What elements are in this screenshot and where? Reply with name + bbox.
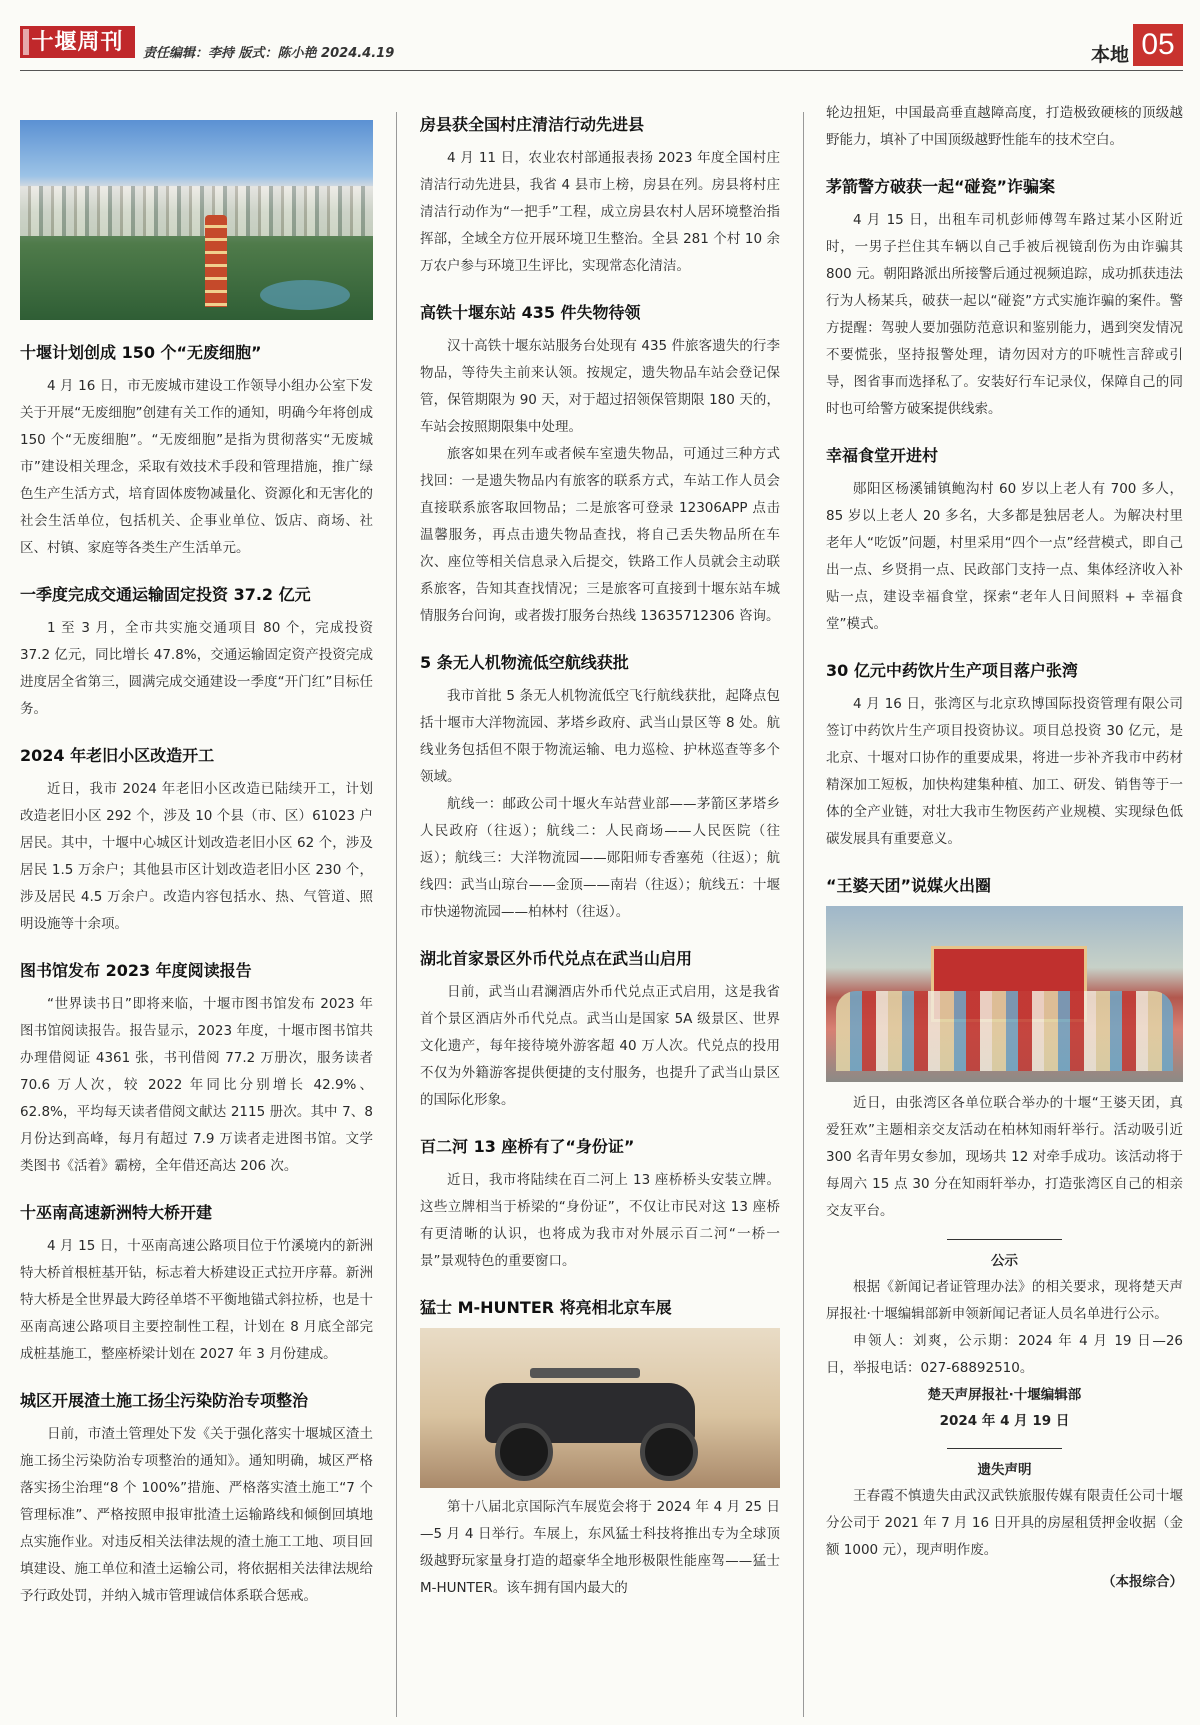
article-title: 十巫南高速新洲特大桥开建	[20, 1203, 213, 1222]
column-3	[826, 78, 1183, 1590]
article-body: 近日，我市将陆续在百二河上 13 座桥桥头安装立牌。这些立牌相当于桥梁的“身份证”，不仅让市民对这 13 座桥有更清晰的认识，也将成为我市对外展示百二河“一桥一景”景观特色的重要窗口。	[420, 1172, 780, 1269]
article-body: 近日，我市 2024 年老旧小区改造已陆续开工，计划改造老旧小区 292 个，涉及 10 个县（市、区）61023 户居民。其中，十堰中心城区计划改造老旧小区 62 个，涉及居民 1.5 万余户；其他县市区计划改造老旧小区 230 个，涉及居民 4.5 万余户。改造内容包括水、热、气管道、照明设施等十余项。	[20, 781, 373, 932]
column-divider	[803, 112, 804, 1717]
editor-credits: 责任编辑：李持 版式：陈小艳 2024.4.19	[143, 46, 395, 61]
notice-date: 2024 年 4 月 19 日	[939, 1413, 1070, 1429]
notice-org: 楚天声屏报社·十堰编辑部	[927, 1387, 1082, 1403]
source-note: （本报综合）	[1102, 1574, 1183, 1590]
article-body: 第十八届北京国际汽车展览会将于 2024 年 4 月 25 日—5 月 4 日举行。车展上，东风猛士科技将推出专为全球顶级越野玩家量身打造的超豪华全地形极限性能座驾——猛士 M-HUNTER。该车拥有国内最大的	[420, 1499, 780, 1596]
article-body: 4 月 16 日，市无废城市建设工作领导小组办公室下发关于开展“无废细胞”创建有关工作的通知，明确今年将创成 150 个“无废细胞”。“无废细胞”是指为贯彻落实“无废城市”建设相关理念，采取有效技术手段和管理措施，推广绿色生产生活方式，培育固体废物减量化、资源化和无害化的社会生活单位，包括机关、企事业单位、饭店、商场、社区、村镇、家庭等各类生产生活单元。	[20, 378, 373, 556]
article-title: 一季度完成交通运输固定投资 37.2 亿元	[20, 585, 311, 604]
article-body: 郧阳区杨溪铺镇鲍沟村 60 岁以上老人有 700 多人，85 岁以上老人 20 多名，大多都是独居老人。为解决村里老年人“吃饭”问题，村里采用“四个一点”经营模式，即自己出一点、乡贤捐一点、民政部门支持一点、集体经济收入补贴一点，建设幸福食堂，探索“老年人日间照料 + 幸福食堂”模式。	[826, 481, 1183, 632]
section-name: 本地	[1090, 44, 1129, 66]
article-title: 5 条无人机物流低空航线获批	[420, 653, 629, 672]
page-number: 05	[1133, 24, 1183, 66]
article-body: 4 月 15 日，出租车司机彭师傅驾车路过某小区附近时，一男子拦住其车辆以自己手被后视镜刮伤为由诈骗其 800 元。朝阳路派出所接警后通过视频追踪，成功抓获违法行为人杨某兵，破获一起以“碰瓷”方式实施诈骗的案件。警方提醒：驾驶人要加强防范意识和鉴别能力，遇到突发情况不要慌张，坚持报警处理，请勿因对方的吓唬性言辞或引导，图省事而选择私了。安装好行车记录仪，保障自己的同时也可给警方破案提供线索。	[826, 212, 1183, 417]
article-body: 我市首批 5 条无人机物流低空飞行航线获批，起降点包括十堰市大洋物流园、茅塔乡政府、武当山景区等 8 处。航线业务包括但不限于物流运输、电力巡检、护林巡查等多个领域。	[420, 688, 780, 785]
column-2	[420, 78, 780, 1602]
notice-title: 公示	[991, 1253, 1018, 1269]
masthead-logo: 十堰周刊	[20, 26, 135, 58]
article-body: 4 月 16 日，张湾区与北京玖博国际投资管理有限公司签订中药饮片生产项目投资协议。项目总投资 30 亿元，是北京、十堰对口协作的重要成果，将进一步补齐我市中药材精深加工短板，加快构建集种植、加工、研发、销售等于一体的全产业链，对壮大我市生物医药产业规模、实现绿色低碳发展具有重要意义。	[826, 696, 1183, 847]
article-title: 图书馆发布 2023 年度阅读报告	[20, 961, 252, 980]
article-title: 百二河 13 座桥有了“身份证”	[420, 1137, 635, 1156]
article-title: 房县获全国村庄清洁行动先进县	[420, 115, 645, 134]
m-hunter-car-photo	[420, 1328, 780, 1488]
article-body: 4 月 15 日，十巫南高速公路项目位于竹溪境内的新洲特大桥首根桩基开钻，标志着大桥建设正式拉开序幕。新洲特大桥是全世界最大跨径单塔不平衡地锚式斜拉桥，也是十巫南高速公路项目主要控制性工程，计划在 8 月底全部完成桩基施工，整座桥梁计划在 2027 年 3 月份建成。	[20, 1238, 373, 1362]
page-header	[20, 22, 1183, 71]
article-body: 日前，武当山君澜酒店外币代兑点正式启用，这是我省首个景区酒店外币代兑点。武当山是国家 5A 级景区、世界文化遗产，每年接待境外游客超 40 万人次。代兑点的投用不仅为外籍游客提供便捷的支付服务，也提升了武当山景区的国际化形象。	[420, 984, 780, 1108]
article-title: 猛士 M-HUNTER 将亮相北京车展	[420, 1298, 672, 1317]
notice-divider	[947, 1239, 1062, 1240]
column-1	[20, 78, 373, 1610]
pagoda-icon	[205, 215, 227, 307]
lost-notice-body: 王春霞不慎遗失由武汉武铁旅服传媒有限责任公司十堰分公司于 2021 年 7 月 16 日开具的房屋租赁押金收据（金额 1000 元），现声明作废。	[826, 1488, 1183, 1558]
article-body: 4 月 11 日，农业农村部通报表扬 2023 年度全国村庄清洁行动先进县，我省 4 县市上榜，房县在列。房县将村庄清洁行动作为“一把手”工程，成立房县农村人居环境整治指挥部，全域全方位开展环境卫生整治。全县 281 个村 10 余万农户参与环境卫生评比，实现常态化清洁。	[420, 150, 780, 274]
article-body: 汉十高铁十堰东站服务台处现有 435 件旅客遗失的行李物品，等待失主前来认领。按规定，遗失物品车站会登记保管，保管期限为 90 天，对于超过招领保管期限 180 天的，车站会按照期限集中处理。	[420, 338, 780, 435]
matchmaking-event-photo	[826, 906, 1183, 1082]
notice-body: 根据《新闻记者证管理办法》的相关要求，现将楚天声屏报社·十堰编辑部新申领新闻记者证人员名单进行公示。	[826, 1279, 1183, 1322]
article-body-continued: 轮边扭矩，中国最高垂直越障高度，打造极致硬核的顶级越野能力，填补了中国顶级越野性能车的技术空白。	[826, 105, 1183, 148]
lost-notice-title: 遗失声明	[977, 1462, 1032, 1478]
article-title: “王婆天团”说媒火出圈	[826, 876, 992, 895]
article-body: 旅客如果在列车或者候车室遗失物品，可通过三种方式找回：一是遗失物品内有旅客的联系方式，车站工作人员会直接联系旅客取回物品；二是旅客可登录 12306APP 点击温馨服务，再点击遗失物品查找，将自己丢失物品所在车次、座位等相关信息录入后提交，铁路工作人员就会主动联系旅客，告知其查找情况；三是旅客可直接到十堰东站车城情服务台问询，或者拨打服务台热线 13635712306 咨询。	[420, 446, 780, 624]
city-aerial-photo	[20, 120, 373, 320]
notice-divider	[947, 1448, 1062, 1449]
article-title: 城区开展渣土施工扬尘污染防治专项整治	[20, 1391, 309, 1410]
notice-body: 申领人：刘爽，公示期：2024 年 4 月 19 日—26 日，举报电话：027-68892510。	[826, 1333, 1183, 1376]
article-body: “世界读书日”即将来临，十堰市图书馆发布 2023 年图书馆阅读报告。报告显示，2023 年度，十堰市图书馆共办理借阅证 4361 张，书刊借阅 77.2 万册次，服务读者 70.6 万人次，较 2022 年同比分别增长 42.9%、62.8%，平均每天读者借阅文献达 2115 册次。其中 7、8 月份达到高峰，每月有超过 7.9 万读者走进图书馆。文学类图书《活着》霸榜，全年借还高达 206 次。	[20, 996, 373, 1174]
article-title: 高铁十堰东站 435 件失物待领	[420, 303, 641, 322]
article-body: 航线一：邮政公司十堰火车站营业部——茅箭区茅塔乡人民政府（往返）；航线二：人民商场——人民医院（往返）；航线三：大洋物流园——郧阳师专香塞苑（往返）；航线四：武当山琼台——金顶——南岩（往返）；航线五：十堰市快递物流园——柏林村（往返）。	[420, 796, 780, 920]
article-title: 湖北首家景区外币代兑点在武当山启用	[420, 949, 693, 968]
article-body: 近日，由张湾区各单位联合举办的十堰“王婆天团，真爱狂欢”主题相亲交友活动在柏林知雨轩举行。活动吸引近 300 名青年男女参加，现场共 12 对牵手成功。该活动将于每周六 15 点 30 分在知雨轩举办，打造张湾区自己的相亲交友平台。	[826, 1095, 1183, 1219]
article-title: 2024 年老旧小区改造开工	[20, 746, 215, 765]
article-title: 十堰计划创成 150 个“无废细胞”	[20, 343, 262, 362]
article-title: 幸福食堂开进村	[826, 446, 939, 465]
article-title: 30 亿元中药饮片生产项目落户张湾	[826, 661, 1078, 680]
article-title: 茅箭警方破获一起“碰瓷”诈骗案	[826, 177, 1056, 196]
article-body: 日前，市渣土管理处下发《关于强化落实十堰城区渣土施工扬尘污染防治专项整治的通知》。通知明确，城区严格落实扬尘治理“8 个 100%”措施、严格落实渣土施工“7 个管理标准”、严格按照申报审批渣土运输路线和倾倒回填地点实施作业。对违反相关法律法规的渣土施工工地、项目回填建设、施工单位和渣土运输公司，将依据相关法律法规给予行政处罚，并纳入城市管理诚信体系联合惩戒。	[20, 1426, 373, 1604]
article-body: 1 至 3 月，全市共实施交通项目 80 个，完成投资 37.2 亿元，同比增长 47.8%，交通运输固定资产投资完成进度居全省第三，圆满完成交通建设一季度“开门红”目标任务。	[20, 620, 373, 717]
column-divider	[396, 112, 397, 1717]
